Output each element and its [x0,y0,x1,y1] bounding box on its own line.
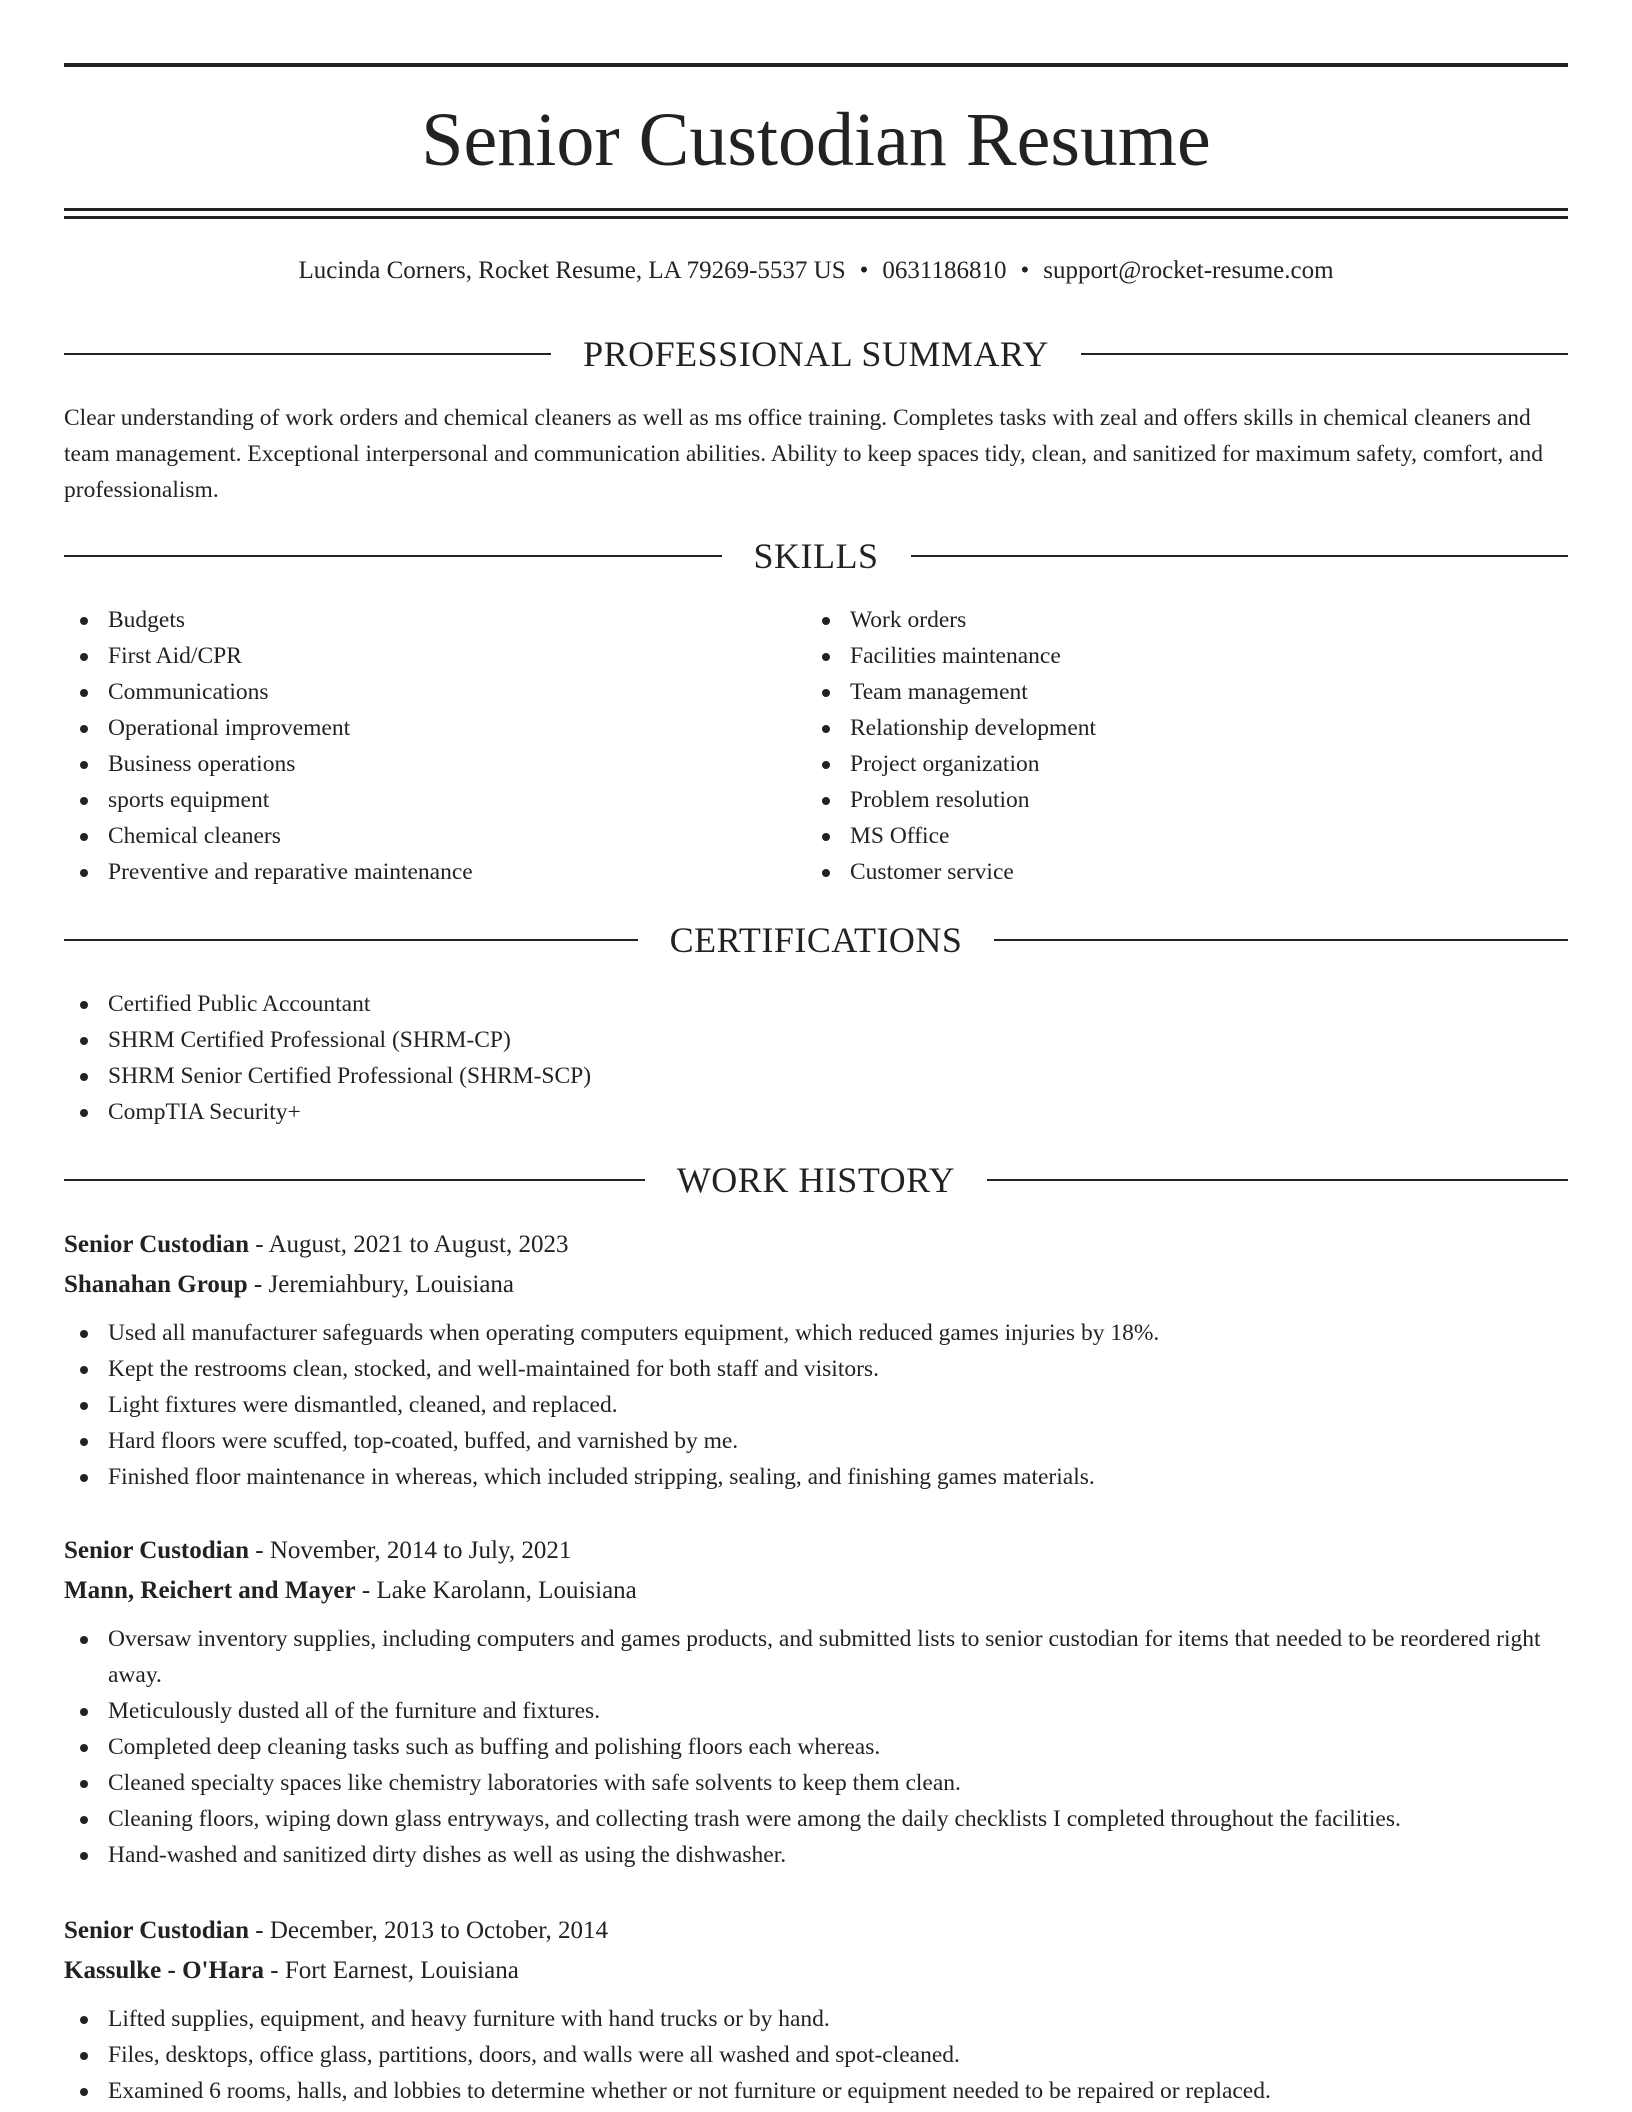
section-heading-skills [64,534,1568,578]
skills-list-right [806,602,1526,890]
skill-item: Business operations [64,746,784,782]
contact-phone: 0631186810 [882,257,1007,284]
job-title-line [64,1911,1568,1951]
section-heading-certifications [64,918,1568,962]
section-heading-work-history [64,1158,1568,1202]
skill-item: Facilities maintenance [806,638,1526,674]
job-title: Senior Custodian [64,1231,250,1258]
skill-item: Communications [64,674,784,710]
job-bullet: Cleaning floors, wiping down glass entryways, and collecting trash were among the daily checklists I completed throughout the facilities. [64,1801,1568,1837]
skill-item: Customer service [806,854,1526,890]
job-bullet: Files, desktops, office glass, partitions, doors, and walls were all washed and spot-cleaned. [64,2037,1568,2073]
job-title: Senior Custodian [64,1917,250,1944]
job-bullet: Kept the restrooms clean, stocked, and well-maintained for both staff and visitors. [64,1351,1568,1387]
skill-item: Relationship development [806,710,1526,746]
section-title: PROFESSIONAL SUMMARY [583,334,1049,374]
section-title: CERTIFICATIONS [669,920,963,960]
job-bullet: Finished floor maintenance in whereas, which included stripping, sealing, and finishing games materials. [64,1459,1568,1495]
skill-item: Operational improvement [64,710,784,746]
skill-item: Budgets [64,602,784,638]
job-bullet: Oversaw inventory supplies, including computers and games products, and submitted lists to senior custodian for items that needed to be reordered right away. [64,1621,1568,1693]
skill-item: First Aid/CPR [64,638,784,674]
divider [1081,353,1568,355]
contact-email: support@rocket-resume.com [1043,257,1334,284]
skill-item: Team management [806,674,1526,710]
page-title: Senior Custodian Resume [421,98,1211,182]
skill-item: Work orders [806,602,1526,638]
job-location: - Lake Karolann, Louisiana [355,1577,637,1604]
job-company: Kassulke - O'Hara [64,1957,265,1984]
skill-item: sports equipment [64,782,784,818]
job-entry [64,1911,1568,2109]
job-bullet: Hard floors were scuffed, top-coated, buffed, and varnished by me. [64,1423,1568,1459]
contact-separator: • [859,257,869,284]
section-heading-summary [64,332,1568,376]
job-bullet: Light fixtures were dismantled, cleaned, and replaced. [64,1387,1568,1423]
job-company-line [64,1951,1568,1991]
job-bullets [64,1621,1568,1873]
divider [64,1179,645,1181]
divider [987,1179,1568,1181]
certifications-list [64,986,1064,1130]
divider [64,555,722,557]
section-title: SKILLS [753,536,879,576]
job-location: - Fort Earnest, Louisiana [264,1957,519,1984]
certification-item: Certified Public Accountant [64,986,1064,1022]
job-dates: - December, 2013 to October, 2014 [249,1917,609,1944]
job-location: - Jeremiahbury, Louisiana [247,1271,515,1298]
job-company-line [64,1571,1568,1611]
summary-text: Clear understanding of work orders and chemical cleaners as well as ms office training. Completes tasks with zeal and offers skills in chemical cleaners and team management. Exceptional interpersonal and communication abilities. Ability to keep spaces tidy, clean, and sanitized for maximum safety, comfort, and professionalism. [64,405,1543,503]
job-entry [64,1225,1568,1495]
job-bullet: Meticulously dusted all of the furniture and fixtures. [64,1693,1568,1729]
job-dates: - November, 2014 to July, 2021 [249,1537,572,1564]
job-title-line [64,1531,1568,1571]
top-rule [64,63,1568,67]
job-bullets [64,2001,1568,2109]
job-title-line [64,1225,1568,1265]
title-rule-upper [64,208,1568,211]
job-bullet: Cleaned specialty spaces like chemistry laboratories with safe solvents to keep them clean. [64,1765,1568,1801]
job-bullet: Lifted supplies, equipment, and heavy furniture with hand trucks or by hand. [64,2001,1568,2037]
certification-item: SHRM Senior Certified Professional (SHRM-SCP) [64,1058,1064,1094]
job-company: Shanahan Group [64,1271,248,1298]
job-dates: - August, 2021 to August, 2023 [249,1231,569,1258]
divider [64,939,638,941]
skills-list-left [64,602,784,890]
section-title: WORK HISTORY [676,1160,956,1200]
divider [994,939,1568,941]
skill-item: Problem resolution [806,782,1526,818]
job-company-line [64,1265,1568,1305]
certification-item: SHRM Certified Professional (SHRM-CP) [64,1022,1064,1058]
job-company: Mann, Reichert and Mayer [64,1577,356,1604]
job-bullet: Completed deep cleaning tasks such as buffing and polishing floors each whereas. [64,1729,1568,1765]
divider [64,353,551,355]
job-title: Senior Custodian [64,1537,250,1564]
skill-item: MS Office [806,818,1526,854]
job-bullet: Examined 6 rooms, halls, and lobbies to determine whether or not furniture or equipment needed to be repaired or replaced. [64,2073,1568,2109]
skill-item: Project organization [806,746,1526,782]
job-bullets [64,1315,1568,1495]
job-bullet: Used all manufacturer safeguards when operating computers equipment, which reduced games injuries by 18%. [64,1315,1568,1351]
contact-line [64,254,1568,288]
divider [911,555,1569,557]
skill-item: Chemical cleaners [64,818,784,854]
job-entry [64,1531,1568,1873]
title-rule-lower [64,216,1568,219]
contact-separator: • [1020,257,1030,284]
contact-address: Lucinda Corners, Rocket Resume, LA 79269-5537 US [298,257,846,284]
job-bullet: Hand-washed and sanitized dirty dishes as well as using the dishwasher. [64,1837,1568,1873]
certification-item: CompTIA Security+ [64,1094,1064,1130]
skill-item: Preventive and reparative maintenance [64,854,784,890]
